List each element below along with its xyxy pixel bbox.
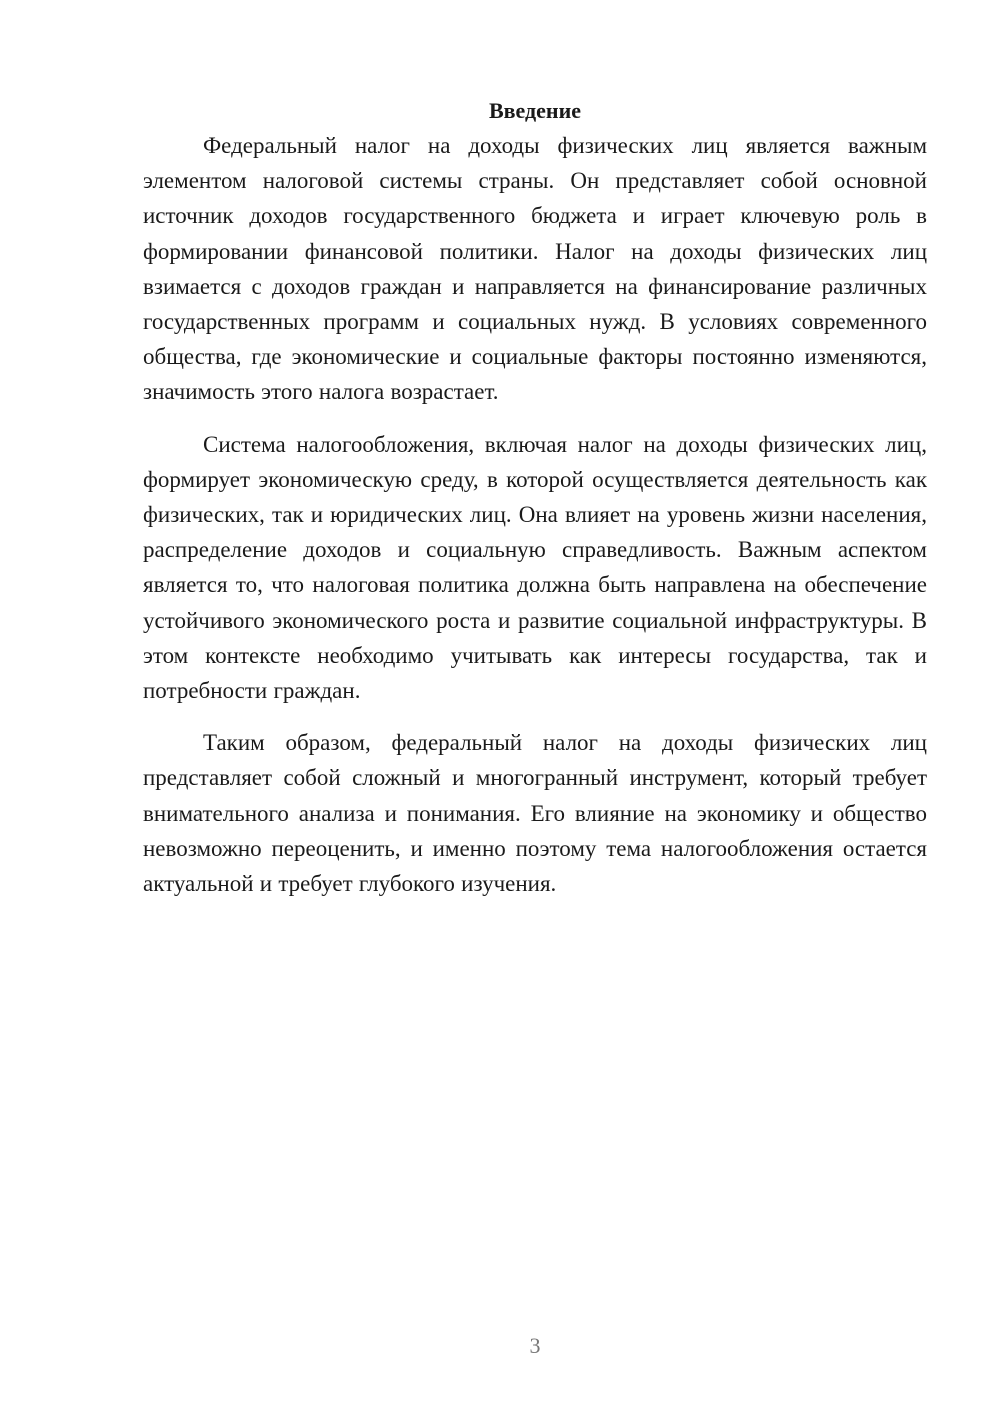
document-body bbox=[143, 96, 927, 918]
paragraph-2: Система налогообложения, включая налог на доходы физических лиц, формирует экономическую среду, в которой осуществляется деятельность как физических, так и юридических лиц. Она влияет на уровень жизни населения, распределение доходов и социальную справедливость. Важным аспектом является то, что налоговая политика должна быть направлена на обеспечение устойчивого экономического роста и развитие социальной инфраструктуры. В этом контексте необходимо учитывать как интересы государства, так и потребности граждан. bbox=[143, 431, 927, 704]
paragraph-3: Таким образом, федеральный налог на доходы физических лиц представляет собой сложный и многогранный инструмент, который требует внимательного анализа и понимания. Его влияние на экономику и общество невозможно переоценить, и именно поэтому тема налогообложения остается актуальной и требует глубокого изучения. bbox=[143, 730, 927, 897]
paragraph-1: Федеральный налог на доходы физических лиц является важным элементом налоговой системы страны. Он представляет собой основной источник доходов государственного бюджета и играет ключевую роль в формировании финансовой политики. Налог на доходы физических лиц взимается с доходов граждан и направляется на финансирование различных государственных программ и социальных нужд. В условиях современного общества, где экономические и социальные факторы постоянно изменяются, значимость этого налога возрастает. bbox=[143, 133, 927, 405]
section-title: Введение bbox=[488, 98, 582, 123]
page-number: 3 bbox=[529, 1333, 541, 1358]
